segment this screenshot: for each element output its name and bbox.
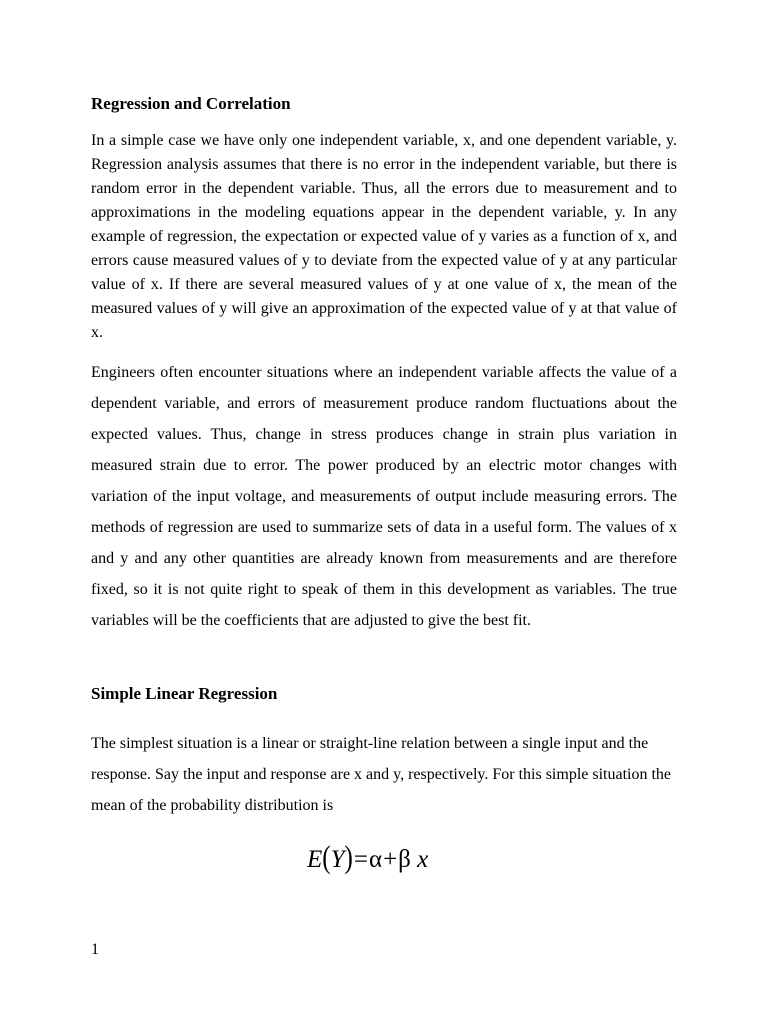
equation-plus: + xyxy=(383,846,398,873)
equation-expected-value xyxy=(307,838,428,882)
section-heading-regression-correlation: Regression and Correlation xyxy=(91,94,291,113)
paragraph-regression-intro: In a simple case we have only one independent variable, x, and one dependent variable, y. Regression analysis assumes that there is no error in the independent variable, but there is random error in the dependent variable. Thus, all the errors due to measurement and to approximations in the modeling equations appear in the dependent variable, y. In any example of regression, the expectation or expected value of y varies as a function of x, and errors cause measured values of y to deviate from the expected value of y at any particular value of x. If there are several measured values of y at one value of x, the mean of the measured values of y will give an approximation of the expected value of y at that value of x. xyxy=(91,132,677,341)
paragraph-engineering-context: Engineers often encounter situations where an independent variable affects the value of a dependent variable, and errors of measurement produce random fluctuations about the expected values. Thus, change in stress produces change in strain plus variation in measured strain due to error. The power produced by an electric motor changes with variation of the input voltage, and measurements of output include measuring errors. The methods of regression are used to summarize sets of data in a useful form. The values of x and y and any other quantities are already known from measurements and are therefore fixed, so it is not quite right to speak of them in this development as variables. The true variables will be the coefficients that are adjusted to give the best fit. xyxy=(91,364,677,629)
equation-alpha: α xyxy=(368,846,383,873)
equation-equals: = xyxy=(353,846,368,873)
equation-left-paren: ( xyxy=(322,841,331,876)
section-heading-simple-linear-regression: Simple Linear Regression xyxy=(91,684,278,703)
equation-argument: Y xyxy=(330,846,345,873)
equation-variable: x xyxy=(417,846,429,873)
equation-right-paren: ) xyxy=(344,841,353,876)
page-number: 1 xyxy=(91,941,99,958)
equation-beta: β xyxy=(398,846,411,873)
paragraph-simple-linear-intro: The simplest situation is a linear or straight-line relation between a single input and the response. Say the input and response are x and y, respectively. For this simple situation the mean of the probability distribution is xyxy=(91,735,672,814)
equation-function-symbol: E xyxy=(307,846,323,873)
